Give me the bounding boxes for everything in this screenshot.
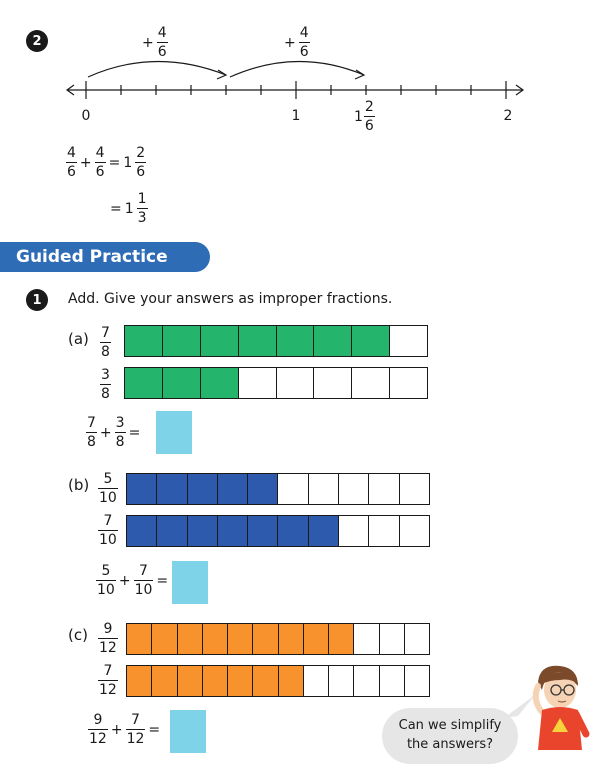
- filled-cell: [253, 624, 278, 654]
- filled-cell: [279, 666, 304, 696]
- filled-cell: [352, 326, 390, 356]
- filled-cell: [279, 624, 304, 654]
- jump-arc-1: [88, 61, 226, 77]
- tick-label-2: 2: [503, 108, 513, 124]
- tick-label-0: 0: [81, 108, 91, 124]
- jump-arc-2: [230, 61, 364, 77]
- empty-cell: [352, 368, 390, 398]
- fraction-bar-c1: [126, 623, 430, 655]
- empty-cell: [354, 666, 379, 696]
- bar-label-a1: $\frac{7}{8}$: [101, 325, 110, 360]
- filled-cell: [127, 666, 152, 696]
- question-number-badge: [26, 289, 48, 311]
- section-banner: [0, 242, 210, 272]
- filled-cell: [228, 624, 253, 654]
- filled-cell: [304, 624, 329, 654]
- filled-cell: [253, 666, 278, 696]
- empty-cell: [277, 368, 315, 398]
- tick-label-1: 1: [291, 108, 301, 124]
- filled-cell: [277, 326, 315, 356]
- filled-cell: [203, 666, 228, 696]
- filled-cell: [157, 516, 187, 546]
- question-number: 1: [32, 292, 42, 308]
- empty-cell: [390, 326, 427, 356]
- filled-cell: [218, 474, 248, 504]
- filled-cell: [152, 624, 177, 654]
- example-number: 2: [32, 33, 42, 49]
- empty-cell: [400, 516, 429, 546]
- filled-cell: [201, 368, 239, 398]
- part-label-a: (a): [68, 330, 89, 348]
- filled-cell: [188, 516, 218, 546]
- question-instruction: Add. Give your answers as improper fractions.: [68, 291, 393, 307]
- filled-cell: [188, 474, 218, 504]
- bar-label-a2: $\frac{3}{8}$: [101, 367, 110, 402]
- jump-arc-1-arrowhead: [217, 70, 226, 79]
- filled-cell: [228, 666, 253, 696]
- empty-cell: [304, 666, 329, 696]
- example-number-badge: [26, 30, 48, 52]
- tick-label-mixed: 1 $\frac{2}{6}$: [354, 99, 374, 134]
- answer-box-c[interactable]: [170, 710, 206, 753]
- worked-equation-line-2: = 1 $\frac{1}{3}$: [110, 191, 147, 226]
- filled-cell: [157, 474, 187, 504]
- empty-cell: [369, 474, 399, 504]
- equation-c: $\frac{9}{12}$ + $\frac{7}{12}$ =: [89, 712, 161, 747]
- empty-cell: [369, 516, 399, 546]
- part-label-b: (b): [68, 476, 90, 494]
- filled-cell: [329, 624, 354, 654]
- filled-cell: [125, 326, 163, 356]
- filled-cell: [178, 666, 203, 696]
- empty-cell: [309, 474, 339, 504]
- filled-cell: [314, 326, 352, 356]
- filled-cell: [163, 326, 201, 356]
- jump-fraction-1: $\frac{4}{6}$: [157, 25, 167, 60]
- filled-cell: [127, 624, 152, 654]
- filled-cell: [278, 516, 308, 546]
- boy-character-illustration: [520, 660, 592, 750]
- filled-cell: [239, 326, 277, 356]
- filled-cell: [125, 368, 163, 398]
- filled-cell: [163, 368, 201, 398]
- empty-cell: [239, 368, 277, 398]
- equation-a: $\frac{7}{8}$ + $\frac{3}{8}$ =: [87, 415, 141, 450]
- speech-bubble: [382, 708, 518, 764]
- filled-cell: [218, 516, 248, 546]
- equation-b: $\frac{5}{10}$ + $\frac{7}{10}$ =: [97, 563, 169, 598]
- empty-cell: [339, 516, 369, 546]
- section-title: Guided Practice: [16, 247, 168, 267]
- filled-cell: [203, 624, 228, 654]
- answer-box-b[interactable]: [172, 561, 208, 604]
- worked-equation-line-1: $\frac{4}{6}$ + $\frac{4}{6}$ = 1 $\frac{2}{6}$: [67, 145, 146, 180]
- bar-label-b1: $\frac{5}{10}$: [99, 471, 117, 506]
- jump-fraction-2: $\frac{4}{6}$: [299, 25, 309, 60]
- bar-label-b2: $\frac{7}{10}$: [99, 513, 117, 548]
- empty-cell: [380, 624, 405, 654]
- jump-arc-2-arrowhead: [355, 70, 364, 79]
- filled-cell: [127, 516, 157, 546]
- number-line: [0, 55, 612, 115]
- empty-cell: [314, 368, 352, 398]
- fraction-bar-b1: [126, 473, 430, 505]
- answer-box-a[interactable]: [156, 411, 192, 454]
- fraction-bar-a2: [124, 367, 428, 399]
- speech-bubble-line-1: Can we simplify: [398, 718, 502, 734]
- empty-cell: [390, 368, 427, 398]
- empty-cell: [405, 624, 429, 654]
- filled-cell: [127, 474, 157, 504]
- fraction-bar-a1: [124, 325, 428, 357]
- empty-cell: [400, 474, 429, 504]
- speech-bubble-line-2: the answers?: [406, 737, 494, 752]
- filled-cell: [248, 474, 278, 504]
- empty-cell: [278, 474, 308, 504]
- fraction-bar-b2: [126, 515, 430, 547]
- fraction-bar-c2: [126, 665, 430, 697]
- empty-cell: [339, 474, 369, 504]
- filled-cell: [152, 666, 177, 696]
- empty-cell: [354, 624, 379, 654]
- filled-cell: [309, 516, 339, 546]
- empty-cell: [405, 666, 429, 696]
- jump-label-2: + $\frac{4}{6}$: [284, 25, 309, 60]
- filled-cell: [248, 516, 278, 546]
- bar-label-c1: $\frac{9}{12}$: [99, 621, 117, 656]
- part-label-c: (c): [68, 626, 88, 644]
- empty-cell: [380, 666, 405, 696]
- jump-label-1: + $\frac{4}{6}$: [142, 25, 167, 60]
- empty-cell: [329, 666, 354, 696]
- bar-label-c2: $\frac{7}{12}$: [99, 663, 117, 698]
- filled-cell: [201, 326, 239, 356]
- filled-cell: [178, 624, 203, 654]
